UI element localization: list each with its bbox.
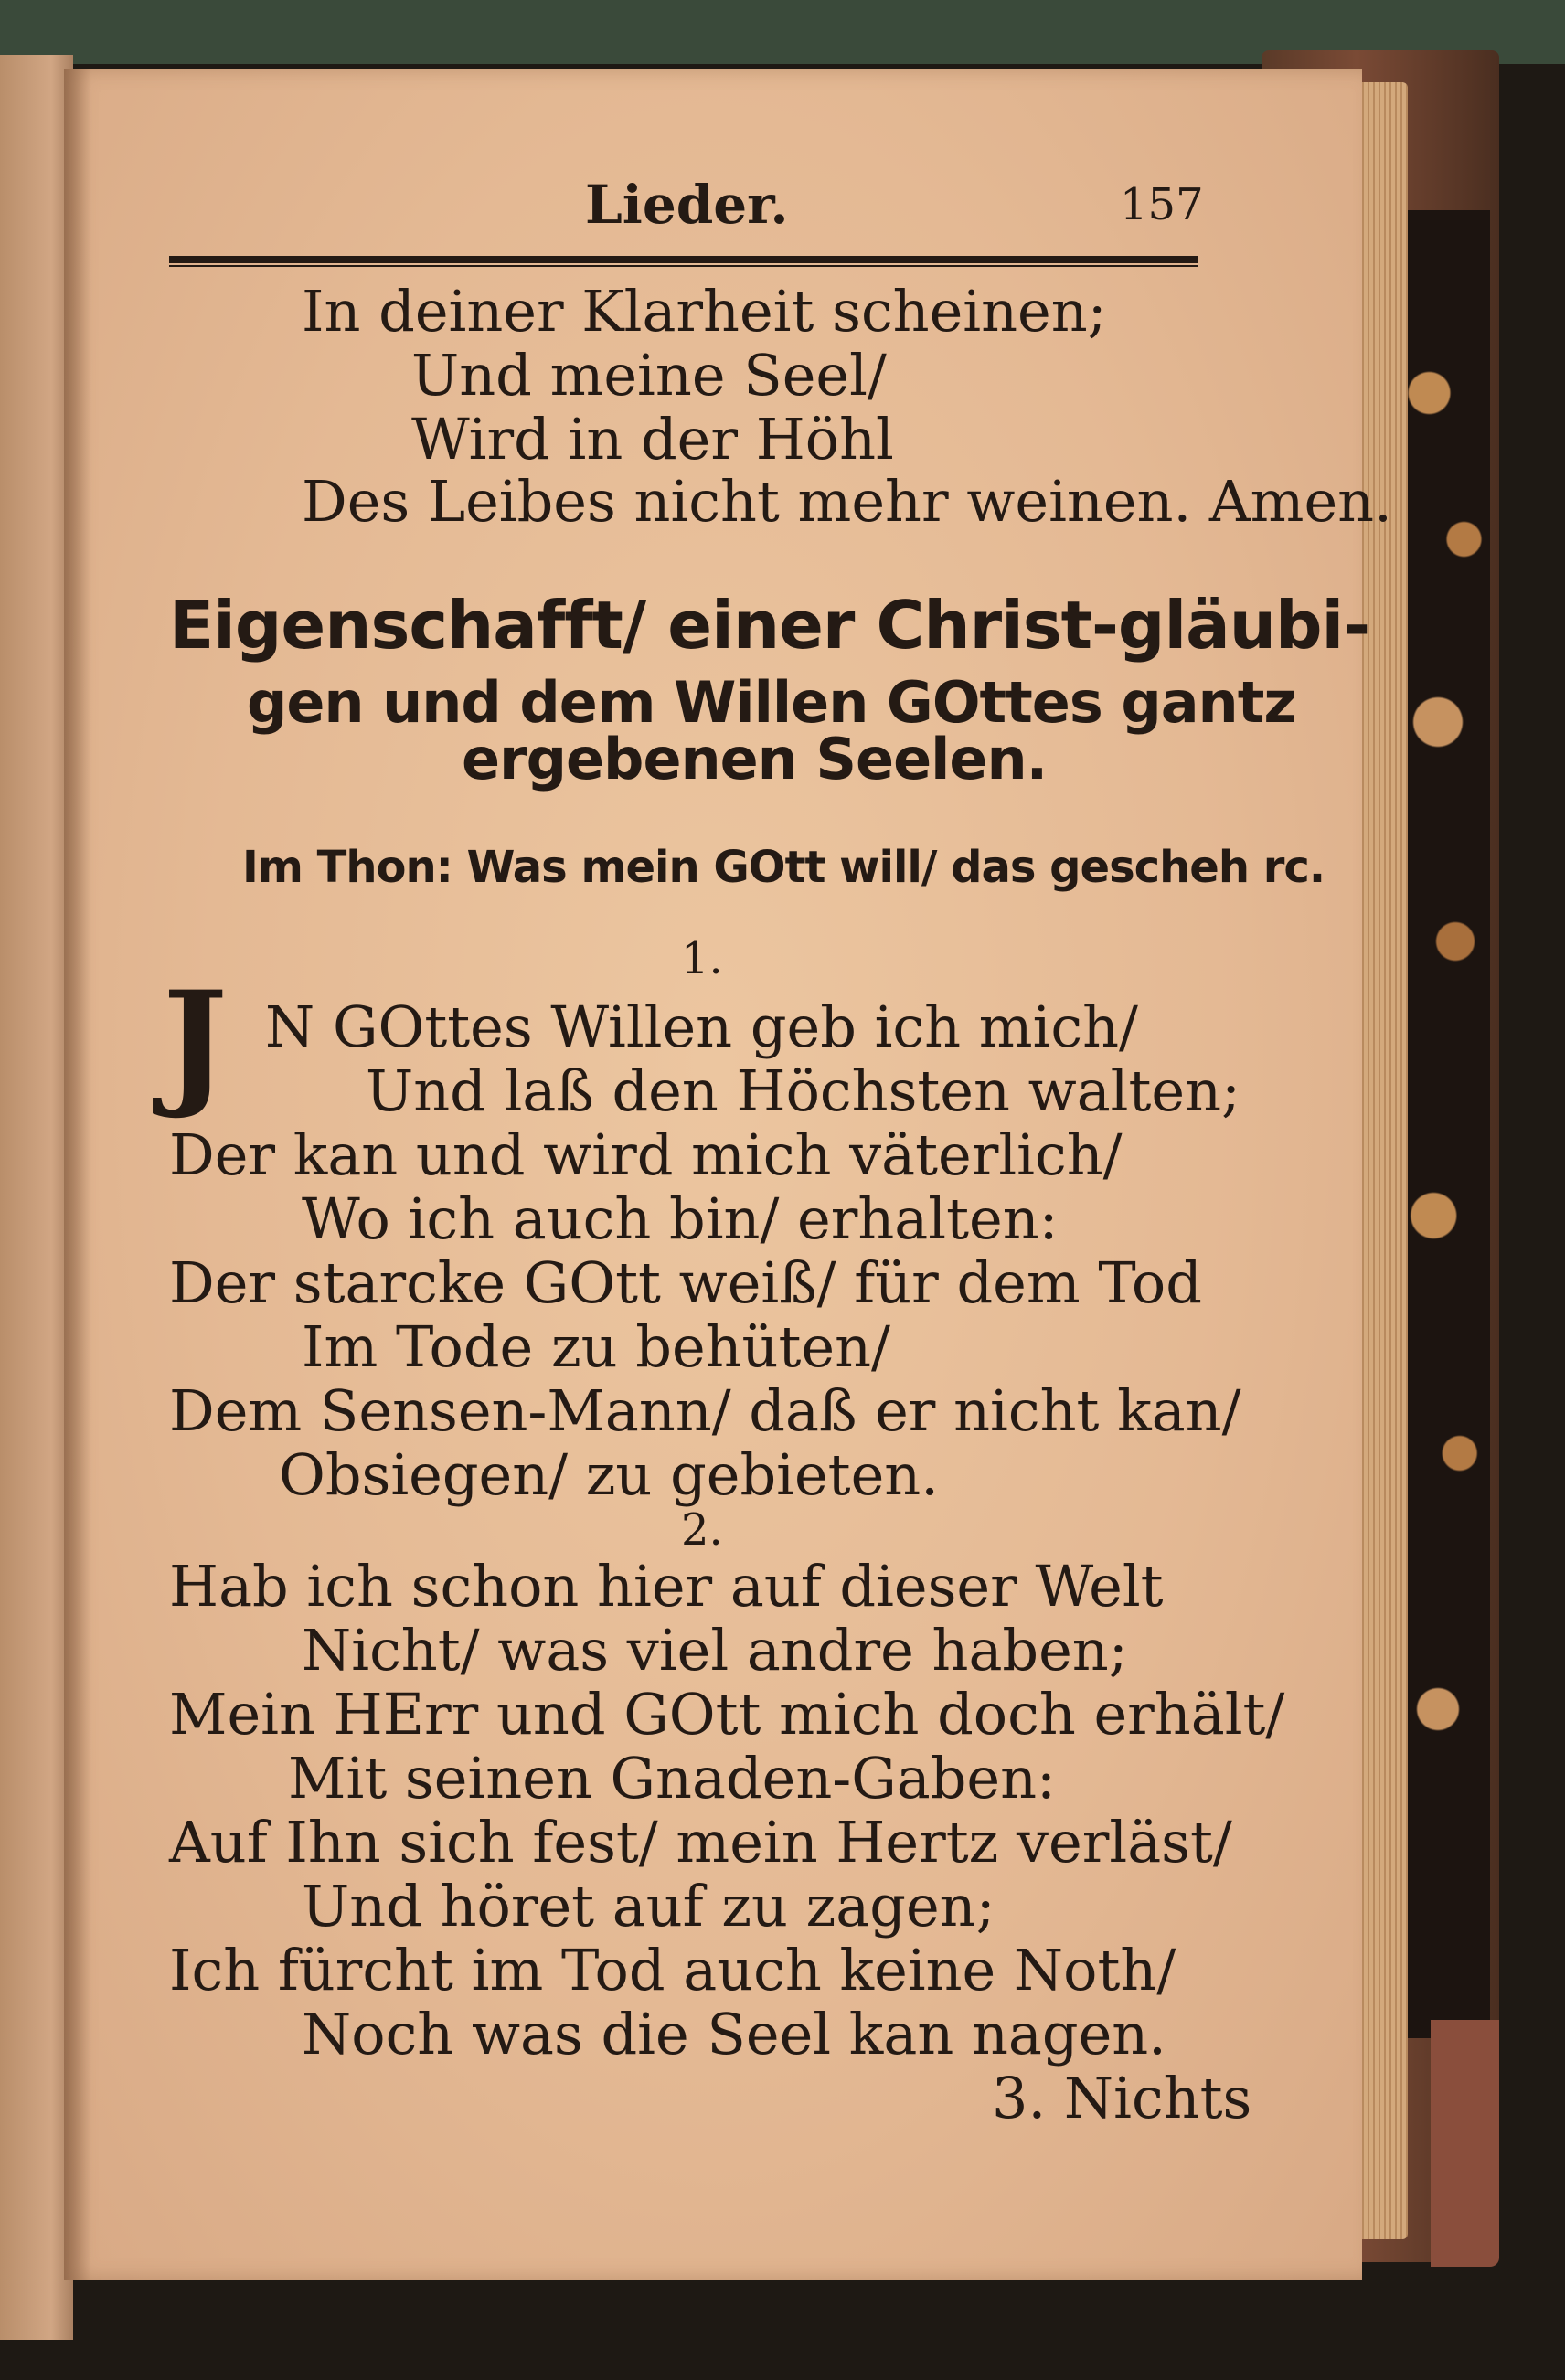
verse-line: Wo ich auch bin/ erhalten:	[302, 1185, 1059, 1252]
verse-line: N GOttes Willen geb ich mich/	[265, 993, 1138, 1060]
marbled-cover-board	[1403, 210, 1490, 2038]
verse-line: Obsiegen/ zu gebieten.	[279, 1441, 939, 1508]
verse-line: Hab ich schon hier auf dieser Welt	[169, 1553, 1164, 1620]
verse-line: Mein HErr und GOtt mich doch erhält/	[169, 1681, 1285, 1748]
stanza-number: 2.	[681, 1504, 723, 1556]
verse-line: Der kan und wird mich väterlich/	[169, 1121, 1123, 1188]
song-title-line: ergebenen Seelen.	[462, 726, 1048, 792]
song-title-line: gen und dem Willen GOttes gantz	[247, 669, 1296, 736]
verse-line: Und laß den Höchsten walten;	[366, 1057, 1240, 1124]
catchword: 3. Nichts	[992, 2065, 1252, 2131]
verse-line: Des Leibes nicht mehr weinen. Amen.	[302, 468, 1392, 535]
verse-line: Und höret auf zu zagen;	[302, 1873, 995, 1939]
verse-line: Mit seinen Gnaden-Gaben:	[288, 1745, 1056, 1812]
verse-line: Dem Sensen-Mann/ daß er nicht kan/	[169, 1377, 1241, 1444]
verse-line: Auf Ihn sich fest/ mein Hertz verläst/	[169, 1809, 1232, 1875]
drop-cap-initial: J	[163, 962, 228, 1122]
page-number: 157	[1120, 179, 1204, 230]
cover-corner	[1431, 2020, 1499, 2267]
verse-line: Wird in der Höhl	[411, 406, 894, 473]
verse-line: In deiner Klarheit scheinen;	[302, 278, 1107, 345]
verse-line: Ich fürcht im Tod auch keine Noth/	[169, 1937, 1176, 2003]
header-rule	[169, 256, 1198, 263]
verse-line: Noch was die Seel kan nagen.	[302, 2001, 1166, 2067]
verse-line: Und meine Seel/	[411, 342, 887, 409]
stanza-number: 1.	[681, 933, 723, 984]
melody-indication: Im Thon: Was mein GOtt will/ das gescheh rc.	[242, 842, 1325, 893]
facing-page-edge	[0, 55, 73, 2340]
song-title-line: Eigenschafft/ einer Christ-gläubi-	[169, 587, 1370, 664]
page-gutter-shadow	[64, 69, 91, 2280]
running-head: Lieder.	[585, 174, 789, 236]
verse-line: Nicht/ was viel andre haben;	[302, 1617, 1128, 1684]
verse-line: Im Tode zu behüten/	[302, 1313, 890, 1380]
verse-line: Der starcke GOtt weiß/ für dem Tod	[169, 1249, 1202, 1316]
